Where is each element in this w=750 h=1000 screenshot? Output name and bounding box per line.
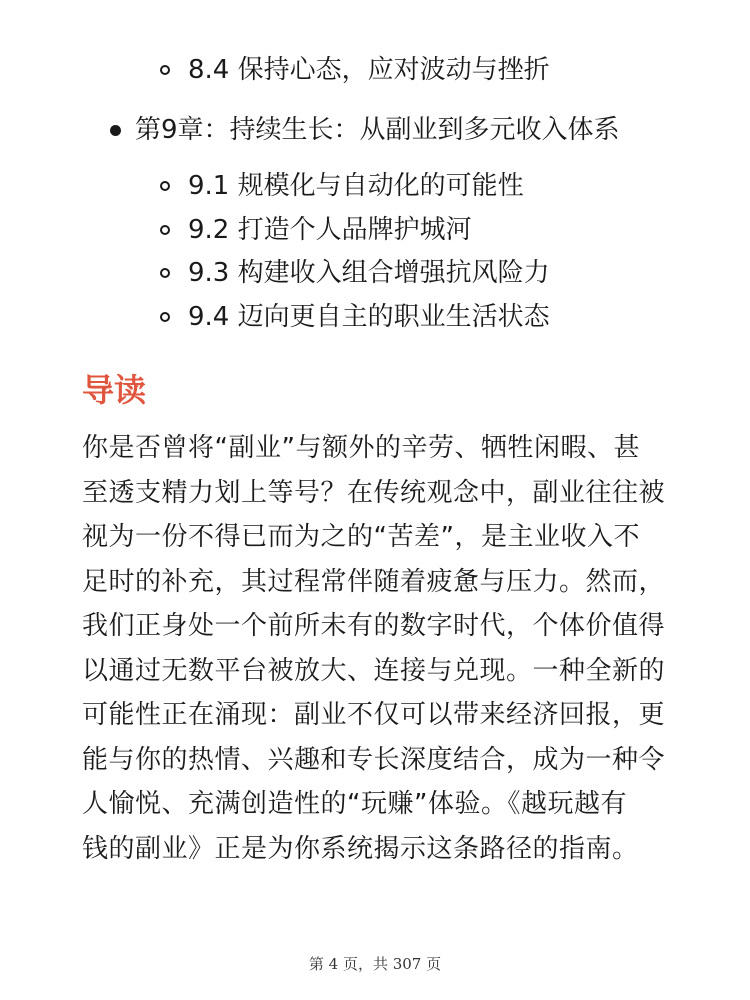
section-heading: 导读	[82, 371, 147, 409]
solid-bullet-icon	[110, 125, 121, 136]
body-line: 能与你的热情、兴趣和专长深度结合，成为一种令	[82, 744, 666, 775]
toc-item-label: 9.4 迈向更自主的职业生活状态	[188, 302, 550, 332]
hollow-bullet-icon	[160, 65, 170, 75]
body-line: 足时的补充，其过程常伴随着疲惫与压力。然而，	[82, 566, 666, 597]
toc-item-label: 8.4 保持心态，应对波动与挫折	[188, 55, 550, 85]
toc-item-label: 9.1 规模化与自动化的可能性	[188, 171, 524, 201]
body-line: 我们正身处一个前所未有的数字时代，个体价值得	[82, 611, 666, 641]
toc-item-label: 9.3 构建收入组合增强抗风险力	[188, 258, 550, 288]
body-line: 可能性正在涌现：副业不仅可以带来经济回报，更	[82, 700, 666, 730]
section-body	[82, 426, 672, 871]
toc-chapter-label: 第9章：持续生长：从副业到多元收入体系	[135, 115, 620, 145]
hollow-bullet-icon	[160, 181, 170, 191]
body-line: 人愉悦、充满创造性的“玩赚”体验。《越玩越有	[82, 789, 627, 819]
hollow-bullet-icon	[160, 225, 170, 235]
body-line: 钱的副业》正是为你系统揭示这条路径的指南。	[82, 833, 639, 864]
body-line: 视为一份不得已而为之的“苦差”，是主业收入不	[82, 522, 640, 552]
toc-item-label: 9.2 打造个人品牌护城河	[188, 215, 472, 245]
body-line: 至透支精力划上等号？在传统观念中，副业往往被	[82, 477, 666, 508]
hollow-bullet-icon	[160, 312, 170, 322]
hollow-bullet-icon	[160, 268, 170, 278]
body-line: 你是否曾将“副业”与额外的辛劳、牺牲闲暇、甚	[82, 433, 640, 463]
page-number: 第 4 页，共 307 页	[308, 955, 442, 973]
body-line: 以通过无数平台被放大、连接与兑现。一种全新的	[82, 655, 666, 686]
